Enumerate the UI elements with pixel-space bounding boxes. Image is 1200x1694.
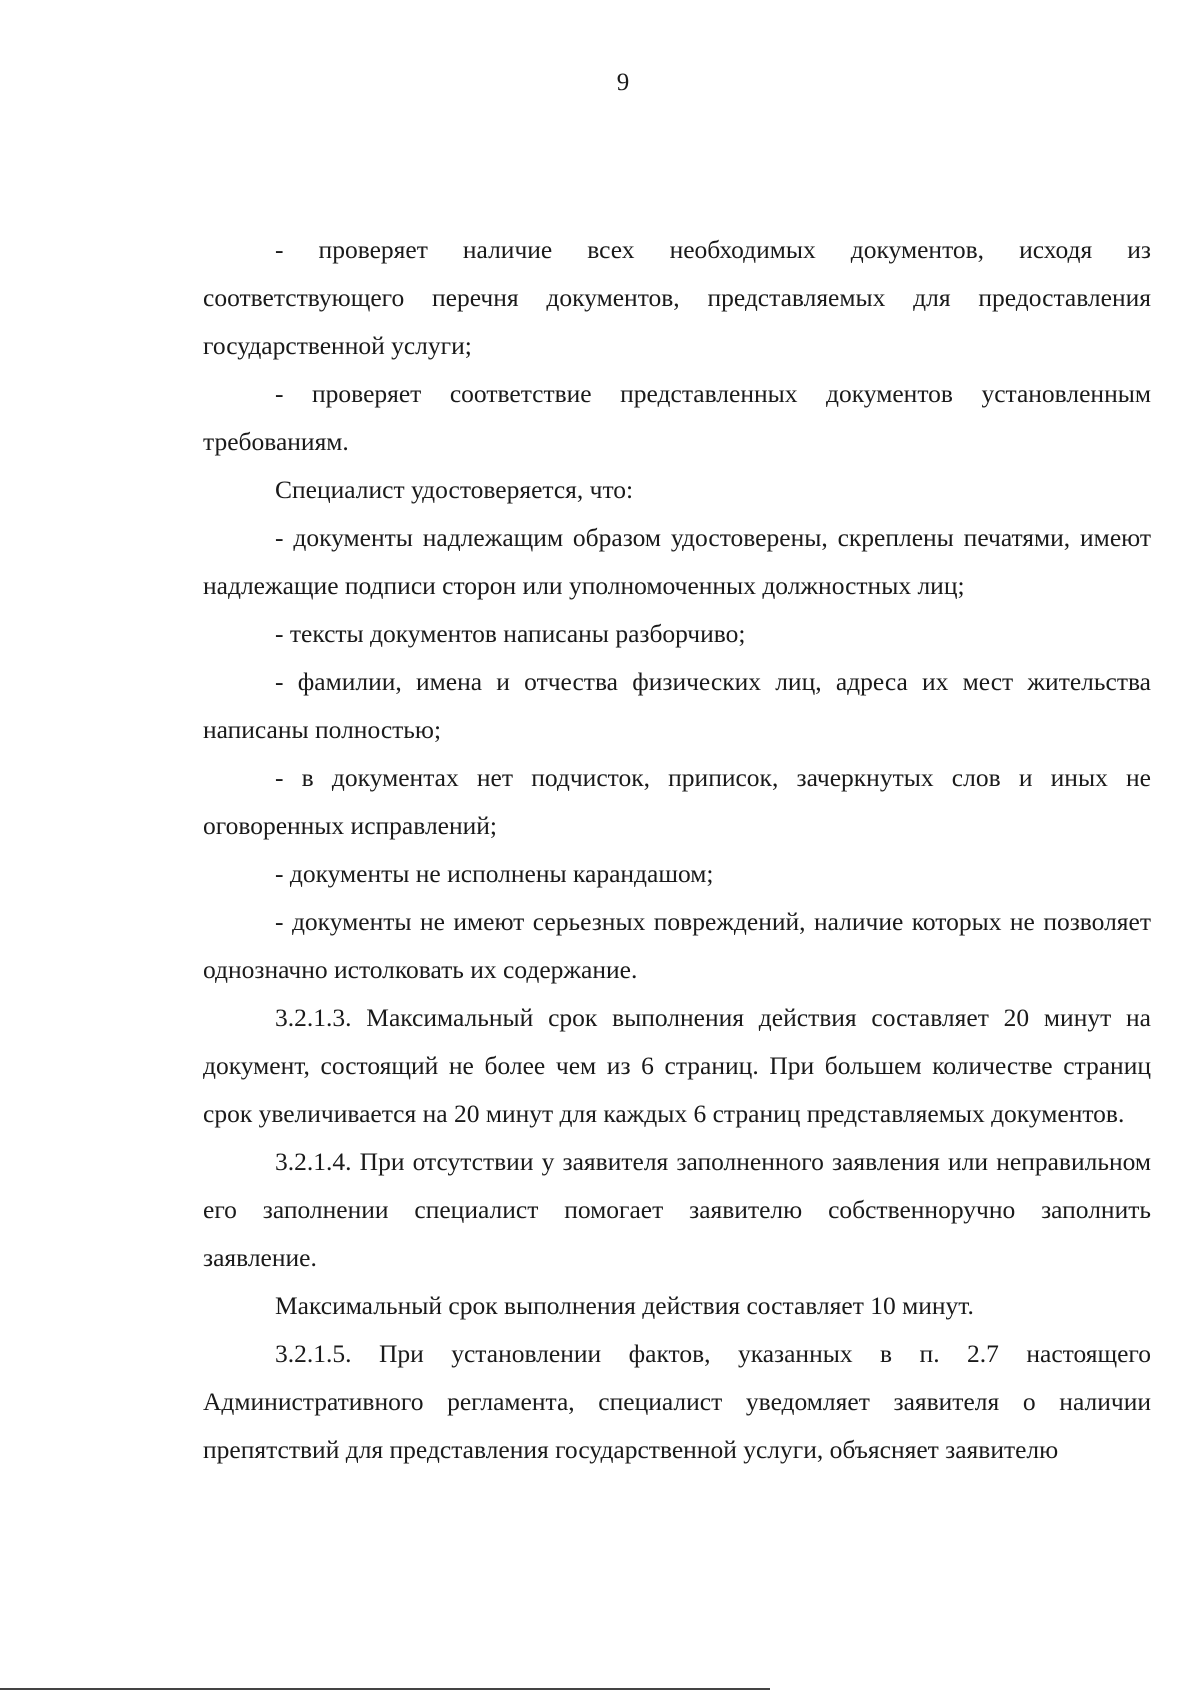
- paragraph-no-damage: - документы не имеют серьезных повреждений, наличие которых не позволяет однозначно истолковать их содержание.: [203, 907, 1151, 984]
- paragraph-full-names: - фамилии, имена и отчества физических лиц, адреса их мест жительства написаны полностью;: [203, 667, 1151, 744]
- paragraph-specialist-verifies: Специалист удостоверяется, что:: [275, 475, 634, 504]
- paragraph-no-corrections: - в документах нет подчисток, приписок, зачеркнутых слов и иных не оговоренных исправлений;: [203, 763, 1151, 840]
- paragraph-check-compliance: - проверяет соответствие представленных документов установленным требованиям.: [203, 379, 1151, 456]
- paragraph-check-documents: - проверяет наличие всех необходимых документов, исходя из соответствующего перечня документов, представляемых для предоставления государственной услуги;: [203, 235, 1151, 360]
- document-body: [203, 226, 1151, 1474]
- bottom-rule: [0, 1688, 770, 1690]
- paragraph-3-2-1-5: 3.2.1.5. При установлении фактов, указанных в п. 2.7 настоящего Административного регламента, специалист уведомляет заявителя о наличии препятствий для представления государственной услуги, объясняет заявителю: [203, 1339, 1151, 1464]
- paragraph-3-2-1-3: 3.2.1.3. Максимальный срок выполнения действия составляет 20 минут на документ, состоящий не более чем из 6 страниц. При большем количестве страниц срок увеличивается на 20 минут для каждых 6 страниц представляемых документов.: [203, 1003, 1151, 1128]
- paragraph-certified: - документы надлежащим образом удостоверены, скреплены печатями, имеют надлежащие подписи сторон или уполномоченных должностных лиц;: [203, 523, 1151, 600]
- paragraph-legible: - тексты документов написаны разборчиво;: [275, 619, 746, 648]
- paragraph-max-time-10: Максимальный срок выполнения действия составляет 10 минут.: [275, 1291, 974, 1320]
- paragraph-no-pencil: - документы не исполнены карандашом;: [275, 859, 714, 888]
- paragraph-3-2-1-4: 3.2.1.4. При отсутствии у заявителя заполненного заявления или неправильном его заполнении специалист помогает заявителю собственноручно заполнить заявление.: [203, 1147, 1151, 1272]
- page-number: 9: [616, 69, 630, 96]
